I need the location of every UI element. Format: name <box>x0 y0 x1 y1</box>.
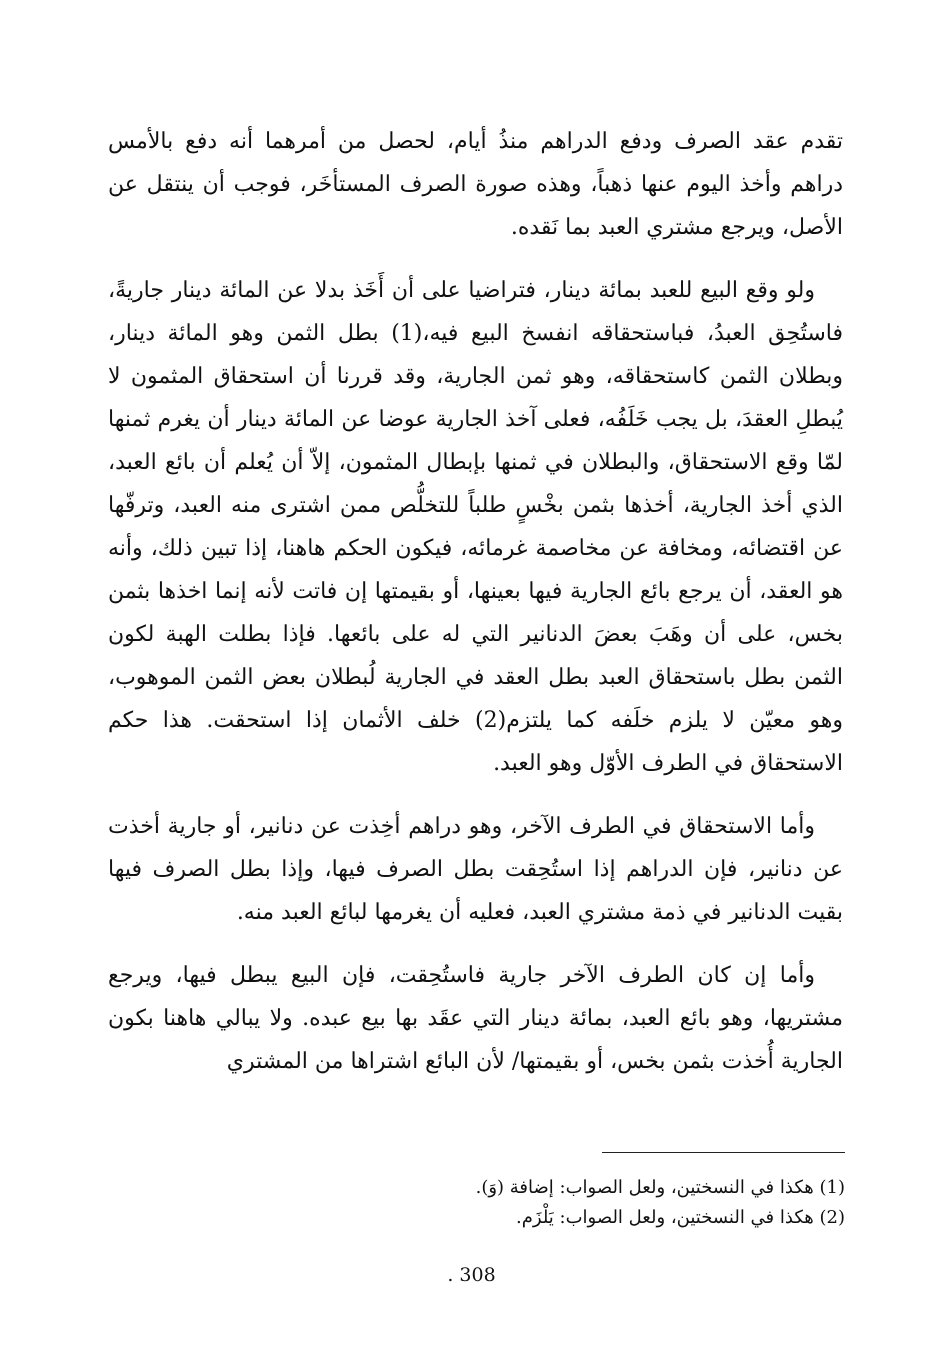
body-text <box>108 120 843 1103</box>
paragraph: وأما الاستحقاق في الطرف الآخر، وهو دراهم أخِذت عن دنانير، أو جارية أخذت عن دنانير، فإن الدراهم إذا استُحِقت بطل الصرف فيها، وإذا بطل الصرف فيها بقيت الدنانير في ذمة مشتري العبد، فعليه أن يغرمها لبائع العبد منه. <box>108 814 843 925</box>
footnote-divider <box>602 1152 845 1153</box>
footnotes <box>300 1173 845 1233</box>
footnote-2: (2) هكذا في النسختين، ولعل الصواب: يَلْزَم. <box>516 1207 845 1228</box>
paragraph: تقدم عقد الصرف ودفع الدراهم منذُ أيام، لحصل من أمرهما أنه دفع بالأمس دراهم وأخذ اليوم عنها ذهباً، وهذه صورة الصرف المستأخَر، فوجب أن ينتقل عن الأصل، ويرجع مشتري العبد بما نَقده. <box>108 129 843 240</box>
paragraph: ولو وقع البيع للعبد بمائة دينار، فتراضيا على أن أَخَذ بدلا عن المائة دينار جاريةً، فاستُحِق العبدُ، فباستحقاقه انفسخ البيع فيه،(1) بطل الثمن وهو المائة دينار، وبطلان الثمن كاستحقاقه، وهو ثمن الجارية، وقد قررنا أن استحقاق المثمون لا يُبطلِ العقدَ، بل يجب خَلَفُه، فعلى آخذ الجارية عوضا عن المائة دينار أن يغرم ثمنها لمّا وقع الاستحقاق، والبطلان في ثمنها بإبطال المثمون، إلاّ أن يُعلم أن بائع العبد، الذي أخذ الجارية، أخذها بثمن بخْسٍ طلباً للتخلُّص ممن اشترى منه العبد، وترفّها عن اقتضائه، ومخافة عن مخاصمة غرمائه، فيكون الحكم هاهنا، إذا تبين ذلك، وأنه هو العقد، أن يرجع بائع الجارية فيها بعينها، أو بقيمتها إن فاتت لأنه إنما اخذها بثمن بخس، على أن وهَبَ بعضَ الدنانير التي له على بائعها. فإذا بطلت الهبة لكون الثمن بطل باستحقاق العبد بطل العقد في الجارية لُبطلان بعض الثمن الموهوب، وهو معيّن لا يلزم خلَفه كما يلتزم(2) خلف الأثمان إذا استحقت. هذا حكم الاستحقاق في الطرف الأوّل وهو العبد. <box>108 278 844 776</box>
paragraph: وأما إن كان الطرف الآخر جارية فاستُحِقت، فإن البيع يبطل فيها، ويرجع مشتريها، وهو بائع العبد، بمائة دينار التي عقَد بها بيع عبده. ولا يبالي هاهنا بكون الجارية أُخذت بثمن بخس، أو بقيمتها/ لأن البائع اشتراها من المشتري <box>108 963 843 1074</box>
page-number: . 308 <box>447 1264 496 1286</box>
footnote-1: (1) هكذا في النسختين، ولعل الصواب: إضافة (وَ). <box>475 1177 845 1198</box>
